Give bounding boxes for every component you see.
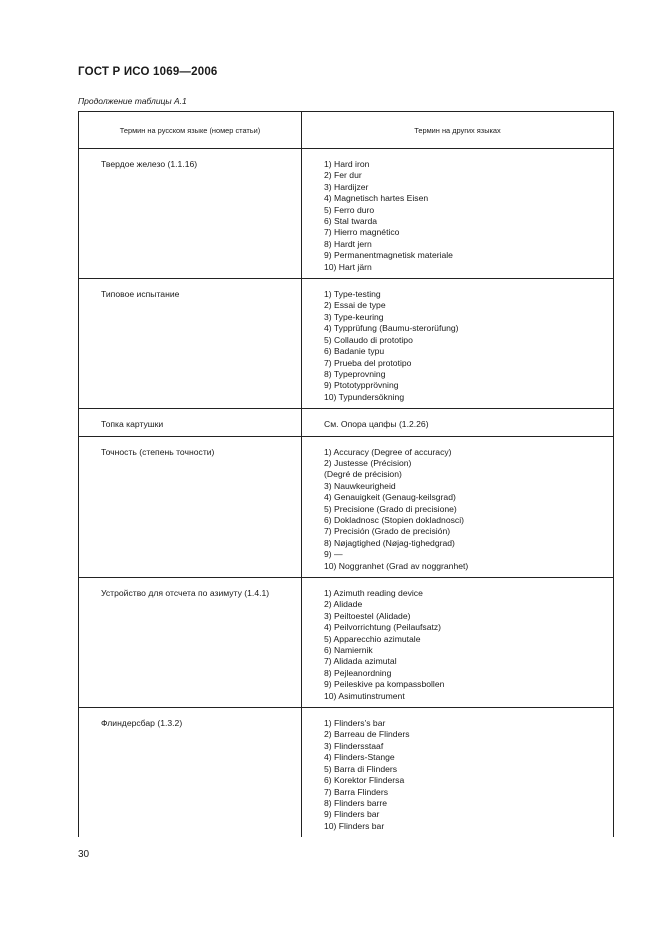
translation-item: 8) Flinders barre <box>324 797 388 808</box>
translation-item: 5) Barra di Flinders <box>324 763 398 774</box>
translation-item: 7) Barra Flinders <box>324 786 388 797</box>
translation-item: 3) Peiltoestel (Alidade) <box>324 610 411 621</box>
russian-term: Устройство для отсчета по азимуту (1.4.1) <box>101 588 270 598</box>
translation-item: 1) Azimuth reading device <box>324 588 423 598</box>
translation-item: 8) Hardt jern <box>324 238 372 249</box>
table-row <box>79 149 614 279</box>
translations-cell <box>302 279 614 409</box>
translation-item: 8) Nøjagtighed (Nøjag-tighedgrad) <box>324 537 455 548</box>
translation-item: (Degré de précision) <box>324 469 402 480</box>
translation-item: 10) Asimutinstrument <box>324 690 405 701</box>
translation-item: 3) Hardijzer <box>324 181 369 192</box>
column-header-russian-term: Термин на русском языке (номер статьи) <box>79 112 302 149</box>
translation-item: 10) Noggranhet (Grad av noggranhet) <box>324 560 469 571</box>
translation-item: 1) Type-testing <box>324 289 381 300</box>
translation-item: 6) Namiernik <box>324 645 373 656</box>
translation-list <box>324 419 607 430</box>
translation-item: 5) Ferro duro <box>324 204 375 215</box>
translation-list <box>324 718 607 832</box>
translation-item: 8) Pejleanordning <box>324 667 392 678</box>
translation-item: 4) Magnetisch hartes Eisen <box>324 193 429 204</box>
translation-item: 5) Apparecchio azimutale <box>324 633 421 644</box>
russian-term: Типовое испытание <box>101 289 180 300</box>
translations-cell <box>302 578 614 708</box>
translations-cell <box>302 149 614 279</box>
translation-item: 6) Stal twarda <box>324 216 378 227</box>
translation-item: 2) Barreau de Flinders <box>324 729 410 740</box>
terms-table <box>78 111 614 837</box>
translation-item: 6) Dokladnosc (Stopien dokladnosci) <box>324 514 464 525</box>
russian-term-cell <box>79 436 302 577</box>
translations-cell <box>302 409 614 436</box>
translation-item: 1) Accuracy (Degree of accuracy) <box>324 446 452 457</box>
document-title: ГОСТ Р ИСО 1069—2006 <box>78 66 218 78</box>
table-row <box>79 578 614 708</box>
translation-item: 2) Essai de type <box>324 300 386 311</box>
translation-item: 9) Ptototypprövning <box>324 380 399 391</box>
translation-item: 7) Precisión (Grado de precisión) <box>324 526 451 537</box>
translation-item: 9) Permanentmagnetisk materiale <box>324 250 453 261</box>
translation-item: 6) Korektor Flindersa <box>324 775 405 786</box>
translation-list <box>324 289 607 403</box>
translation-item: 3) Nauwkeurigheid <box>324 480 396 491</box>
translation-item: 3) Type-keuring <box>324 311 384 322</box>
table-row <box>79 409 614 436</box>
column-header-other-languages: Термин на других языках <box>302 112 614 149</box>
translation-item: 10) Typundersökning <box>324 391 405 402</box>
translation-item: 1) Flinders's bar <box>324 718 386 729</box>
russian-term: Топка картушки <box>101 419 164 430</box>
page-number: 30 <box>78 849 90 860</box>
table-caption: Продолжение таблицы А.1 <box>78 96 187 106</box>
russian-term-cell <box>79 708 302 838</box>
translation-item: 7) Alidada azimutal <box>324 656 397 667</box>
translation-item: 7) Hierro magnético <box>324 227 400 238</box>
table-row <box>79 436 614 577</box>
translation-item: 10) Hart järn <box>324 261 372 272</box>
translation-item: 5) Precisione (Grado di precisione) <box>324 503 457 514</box>
translation-list <box>324 159 607 273</box>
russian-term-cell <box>79 279 302 409</box>
translation-item: 6) Badanie typu <box>324 346 385 357</box>
translation-list <box>324 447 607 572</box>
table-body <box>79 149 614 838</box>
translation-item: 3) Flindersstaaf <box>324 740 384 751</box>
translation-item: 5) Collaudo di prototipo <box>324 334 413 345</box>
translation-item: См. Опора цапфы (1.2.26) <box>324 419 429 430</box>
russian-term-cell <box>79 149 302 279</box>
translation-item: 9) Flinders bar <box>324 809 380 820</box>
translation-item: 9) Peileskive pa kompassbollen <box>324 679 445 690</box>
translations-cell <box>302 708 614 838</box>
translation-item: 1) Hard iron <box>324 159 370 169</box>
russian-term-cell <box>79 409 302 436</box>
translation-item: 9) — <box>324 549 343 560</box>
translation-item: 4) Genauigkeit (Genaug-keilsgrad) <box>324 492 456 503</box>
translation-item: 2) Fer dur <box>324 170 362 181</box>
translation-item: 4) Flinders-Stange <box>324 752 395 763</box>
table-row <box>79 279 614 409</box>
russian-term: Флиндерсбар (1.3.2) <box>101 718 183 729</box>
translation-item: 4) Typprüfung (Baumu-sterorüfung) <box>324 323 459 334</box>
russian-term: Точность (степень точности) <box>101 446 215 457</box>
translation-item: 2) Alidade <box>324 599 363 610</box>
translation-list <box>324 588 607 702</box>
translations-cell <box>302 436 614 577</box>
translation-item: 8) Typeprovning <box>324 368 386 379</box>
translation-item: 4) Peilvorrichtung (Peilaufsatz) <box>324 622 442 633</box>
translation-item: 2) Justesse (Précision) <box>324 457 412 468</box>
russian-term: Твердое железо (1.1.16) <box>101 159 198 169</box>
translation-item: 7) Prueba del prototipo <box>324 357 412 368</box>
translation-item: 10) Flinders bar <box>324 820 385 831</box>
russian-term-cell <box>79 578 302 708</box>
table-header-row <box>79 112 614 149</box>
table-row <box>79 708 614 838</box>
